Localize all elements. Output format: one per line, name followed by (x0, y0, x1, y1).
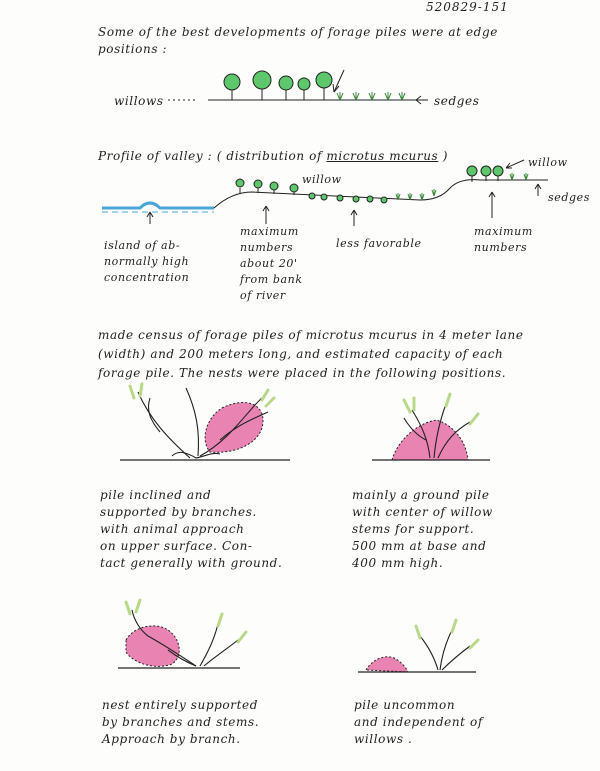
position-1-sketch (120, 384, 290, 460)
willow-tree-icon (279, 76, 293, 100)
valley-profile (102, 160, 548, 226)
willow-tree-icon (253, 71, 271, 100)
caption-line: tact generally with ground. (100, 556, 283, 570)
willow-tree-icon (316, 72, 332, 100)
less-favorable-note: less favorable (336, 237, 422, 250)
caption-line: stems for support. (352, 522, 475, 536)
caption-line: mainly a ground pile (352, 488, 490, 502)
willow-tree-icon (298, 78, 310, 100)
note-line: numbers (240, 241, 294, 254)
sedge-tufts-icon (396, 189, 436, 200)
willows-label: willows (114, 94, 164, 108)
willow-tree-icon (224, 74, 240, 100)
caption-line: by branches and stems. (102, 715, 260, 729)
page-id: 520829-151 (426, 0, 509, 14)
caption-line: pile uncommon (354, 698, 456, 712)
profile-title-species: microtus mcurus (326, 149, 439, 163)
note-line: numbers (474, 241, 528, 254)
willow-branches (420, 630, 470, 670)
edge-figure (168, 70, 428, 104)
note-line: concentration (104, 271, 190, 284)
caption-line: with center of willow (352, 505, 493, 519)
sedges-right-label: sedges (548, 191, 590, 204)
arrow-up-icon (147, 212, 153, 224)
valley-ground-line (214, 180, 548, 208)
profile-title-lead: Profile of valley : ( distribution of (98, 149, 322, 163)
river-water (102, 203, 214, 208)
caption-line: on upper surface. Con- (100, 539, 253, 553)
arrow-up-icon (489, 192, 495, 218)
pointer-arrow (334, 70, 344, 92)
willow-right-label: willow (528, 156, 568, 169)
position-2-sketch (372, 394, 490, 460)
forage-pile-shape (126, 626, 179, 666)
arrow-up-icon (351, 210, 357, 226)
caption-line: and independent of (354, 715, 483, 729)
caption-line: 400 mm high. (352, 556, 444, 570)
forage-pile-shape (366, 657, 408, 672)
note-line: from bank (240, 273, 303, 286)
note-line: of river (240, 289, 286, 302)
census-line: made census of forage piles of microtus mcurus in 4 meter lane (98, 328, 524, 342)
note-line: normally high (104, 255, 190, 268)
arrow-up-icon (535, 184, 541, 196)
arrow-left-icon (416, 96, 428, 104)
note-line: island of ab- (104, 239, 181, 252)
census-line: (width) and 200 meters long, and estimated capacity of each (98, 347, 504, 361)
forage-pile-shape (205, 402, 263, 452)
position-3-sketch (118, 600, 246, 668)
profile-title-close: ) (442, 149, 449, 163)
sedges-label: sedges (434, 94, 480, 108)
note-line: maximum (474, 225, 533, 238)
sedge-tufts-icon (510, 173, 528, 180)
position-4-sketch (358, 620, 478, 672)
leaves-icon (130, 384, 274, 406)
arrow-up-icon (263, 206, 269, 224)
note-line: maximum (240, 225, 299, 238)
census-line: forage pile. The nests were placed in the following positions. (98, 366, 507, 380)
caption-line: with animal approach (100, 522, 245, 536)
caption-line: pile inclined and (100, 488, 212, 502)
caption-line: willows . (354, 732, 413, 746)
arrow-down-left-icon (506, 160, 524, 168)
note-line: about 20' (240, 257, 298, 270)
intro-line: Some of the best developments of forage piles were at edge (98, 25, 498, 39)
caption-line: nest entirely supported (102, 698, 259, 712)
willow-center-label: willow (302, 173, 342, 186)
caption-line: 500 mm at base and (352, 539, 487, 553)
sedge-tufts-icon (337, 92, 405, 100)
caption-line: Approach by branch. (102, 732, 241, 746)
caption-line: supported by branches. (100, 505, 257, 519)
intro-line: positions : (98, 42, 168, 56)
